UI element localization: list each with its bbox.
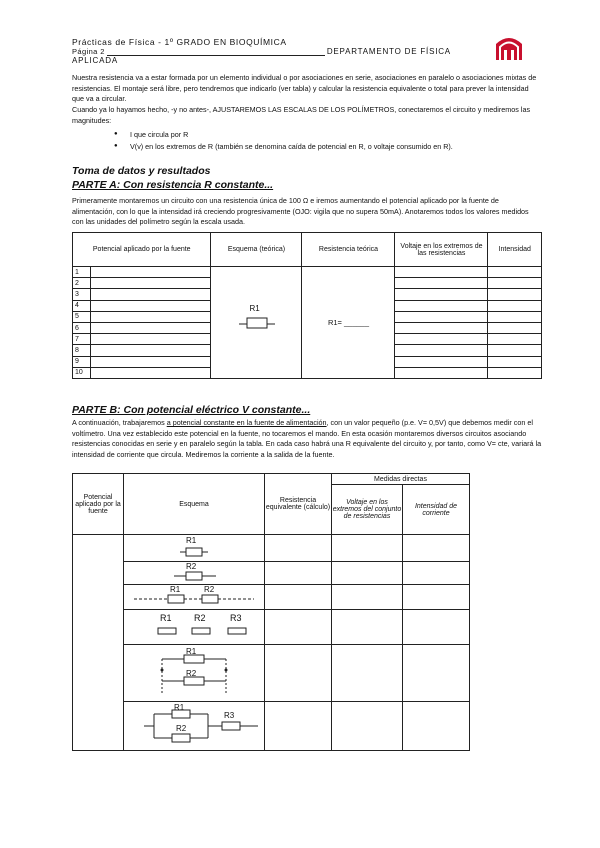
resistor-r1-diagram [211, 302, 301, 342]
part-a-title: PARTE A: Con resistencia R constante... [72, 179, 274, 191]
table-b-header-scheme: Esquema [124, 474, 265, 535]
table-a-cell-voltage[interactable] [395, 289, 488, 300]
table-a-cell-potential[interactable] [91, 311, 211, 322]
table-a-resistance-cell[interactable] [302, 267, 395, 379]
bullet-voltage: ● V(v) en los extremos de R (también se denomina caída de potencial en R, o voltaje consumido en R). [130, 142, 453, 151]
table-b-voltage-cell[interactable] [332, 645, 403, 702]
part-b-text [72, 418, 542, 460]
table-row-number: 8 [73, 345, 91, 356]
table-a-cell-potential[interactable] [91, 322, 211, 333]
table-part-a [72, 232, 542, 379]
table-a-cell-voltage[interactable] [395, 300, 488, 311]
table-a-cell-voltage[interactable] [395, 311, 488, 322]
scheme-label-r2: R2 [186, 562, 197, 571]
part-b-text-pre: A continuación, trabajaremos [72, 418, 167, 427]
table-a-cell-intensity[interactable] [488, 356, 542, 367]
table-a-cell-potential[interactable] [91, 356, 211, 367]
intro-paragraph-2: Cuando ya lo hayamos hecho, -y no antes-, AJUSTAREMOS LAS ESCALAS DE LOS POLÍMETROS, conectaremos el circuito y mediremos las magnitudes: [72, 105, 531, 125]
table-b-resistance-cell[interactable] [265, 702, 332, 751]
scheme-mixed-r1-r2-r3 [124, 702, 265, 751]
scheme-label-r3: R3 [224, 711, 235, 720]
table-a-cell-voltage[interactable] [395, 267, 488, 278]
table-a-cell-intensity[interactable] [488, 345, 542, 356]
table-b-intensity-cell[interactable] [403, 702, 470, 751]
scheme-single-r1 [124, 535, 265, 562]
table-a-cell-voltage[interactable] [395, 322, 488, 333]
scheme-single-r2 [124, 562, 265, 585]
table-a-cell-intensity[interactable] [488, 367, 542, 378]
scheme-label-r2: R2 [186, 669, 197, 678]
table-b-header-resistance: Resistencia equivalente (cálculo) [265, 474, 332, 535]
scheme-parallel-r1-r2 [124, 645, 265, 702]
scheme-label-r2: R2 [176, 724, 187, 733]
table-b-voltage-cell[interactable] [332, 610, 403, 645]
table-row-number: 2 [73, 278, 91, 289]
table-a-cell-intensity[interactable] [488, 334, 542, 345]
table-a-cell-potential[interactable] [91, 289, 211, 300]
scheme-label-r1: R1 [186, 536, 197, 545]
scheme-label-r2: R2 [204, 585, 215, 594]
university-logo-icon [492, 30, 526, 64]
table-a-cell-voltage[interactable] [395, 345, 488, 356]
table-a-header-scheme: Esquema (teórica) [211, 233, 302, 267]
series-circuit-icon [124, 585, 264, 609]
table-b-voltage-cell[interactable] [332, 535, 403, 562]
table-a-cell-voltage[interactable] [395, 278, 488, 289]
table-b-voltage-cell[interactable] [332, 562, 403, 585]
table-a-cell-potential[interactable] [91, 367, 211, 378]
scheme-label-r1: R1 [160, 613, 172, 623]
mixed-circuit-icon [124, 702, 264, 750]
table-a-cell-intensity[interactable] [488, 278, 542, 289]
scheme-label-r3: R3 [230, 613, 242, 623]
part-a-text: Primeramente montaremos un circuito con una resistencia única de 100 Ω e iremos aumentando el potencial aplicado por la fuente de alimentación, con lo que la intensidad irá creciendo progresivamente (OJO: vigila que no supera 50mA). Anotaremos todos los valores medidos con las unidades del polímetro según la escala usada. [72, 196, 529, 226]
table-b-header-potential: Potencial aplicado por la fuente [73, 474, 124, 535]
table-a-cell-potential[interactable] [91, 278, 211, 289]
table-b-intensity-cell[interactable] [403, 535, 470, 562]
table-a-scheme-cell [211, 267, 302, 379]
table-a-cell-voltage[interactable] [395, 334, 488, 345]
table-a-cell-voltage[interactable] [395, 356, 488, 367]
table-a-cell-potential[interactable] [91, 345, 211, 356]
scheme-label-r1: R1 [186, 647, 197, 656]
header-page: Página 2 [72, 47, 105, 56]
table-a-cell-intensity[interactable] [488, 322, 542, 333]
table-b-intensity-cell[interactable] [403, 585, 470, 610]
table-a-cell-potential[interactable] [91, 300, 211, 311]
bullet-intensity: ● I que circula por R [130, 130, 188, 139]
table-a-cell-intensity[interactable] [488, 311, 542, 322]
scheme-series-r1-r2-r3 [124, 610, 265, 645]
table-part-b [72, 473, 470, 751]
table-b-header-intensity: Intensidad de corriente [403, 485, 470, 535]
table-a-header-potential: Potencial aplicado por la fuente [73, 233, 211, 267]
table-b-resistance-cell[interactable] [265, 645, 332, 702]
table-row-number: 4 [73, 300, 91, 311]
table-b-resistance-cell[interactable] [265, 585, 332, 610]
part-b-text-underlined: a potencial constante en la fuente de alimentación [166, 418, 327, 427]
header-page-line [72, 47, 492, 65]
scheme-label-r1: R1 [174, 703, 185, 712]
table-b-header-direct: Medidas directas [332, 474, 470, 485]
scheme-series-r1-r2 [124, 585, 265, 610]
header-department: DEPARTAMENTO DE FÍSICA APLICADA [72, 47, 451, 65]
header-course: Prácticas de Física - 1º GRADO EN BIOQUÍMICA [72, 37, 287, 47]
table-row-number: 3 [73, 289, 91, 300]
table-row-number: 9 [73, 356, 91, 367]
table-a-cell-intensity[interactable] [488, 289, 542, 300]
table-row-number: 10 [73, 367, 91, 378]
scheme-label-r2: R2 [194, 613, 206, 623]
table-b-intensity-cell[interactable] [403, 562, 470, 585]
header-underline [107, 47, 325, 56]
table-a-cell-potential[interactable] [91, 267, 211, 278]
table-b-voltage-cell[interactable] [332, 585, 403, 610]
part-b-title: PARTE B: Con potencial eléctrico V constante... [72, 404, 311, 416]
table-a-cell-voltage[interactable] [395, 367, 488, 378]
intro-paragraph-1: Nuestra resistencia va a estar formada por un elemento individual o por asociaciones en serie, asociaciones en paralelo o asociaciones mixtas de resistencias. El montaje será libre, pero tendremos que indicarlo (ver tabla) y calcular la resistencia equivalente o total para prever la intensidad que va a circular. [72, 73, 537, 103]
table-b-intensity-cell[interactable] [403, 645, 470, 702]
table-a-cell-intensity[interactable] [488, 300, 542, 311]
table-a-cell-intensity[interactable] [488, 267, 542, 278]
r1-value: R1= ______ [327, 317, 370, 327]
table-b-resistance-cell[interactable] [265, 562, 332, 585]
table-a-cell-potential[interactable] [91, 334, 211, 345]
part-b-text-post: , con un valor pequeño (p.e. V= 0,5V) que debemos medir con el voltímetro. Una vez establecido este potencial en la fuente, no tocaremos el mando. En esta ocasión montaremos diversos circuitos asociando resistencias conocidas en serie y en paralelo según la tabla. En cada caso habrá una R equivalente del circuito y, por tanto, como V= cte, variará la intensidad de corriente que circula. Mediremos la corriente a la salida de la fuente. [72, 418, 542, 459]
table-b-intensity-cell[interactable] [403, 610, 470, 645]
table-row-number: 6 [73, 322, 91, 333]
table-b-resistance-cell[interactable] [265, 610, 332, 645]
table-row-number: 7 [73, 334, 91, 345]
table-b-potential-cell[interactable] [73, 535, 124, 751]
table-b-resistance-cell[interactable] [265, 535, 332, 562]
table-a-header-intensity: Intensidad [488, 233, 542, 267]
table-a-header-resistance: Resistencia teórica [302, 233, 395, 267]
table-b-voltage-cell[interactable] [332, 702, 403, 751]
table-row-number: 5 [73, 311, 91, 322]
section-title: Toma de datos y resultados [72, 165, 211, 177]
scheme-label-r1: R1 [170, 585, 181, 594]
resistor-label: R1 [249, 304, 260, 314]
table-b-header-voltage: Voltaje en los extremos del conjunto de resistencias [332, 485, 403, 535]
table-row-number: 1 [73, 267, 91, 278]
table-a-header-voltage: Voltaje en los extremos de las resistencias [395, 233, 488, 267]
